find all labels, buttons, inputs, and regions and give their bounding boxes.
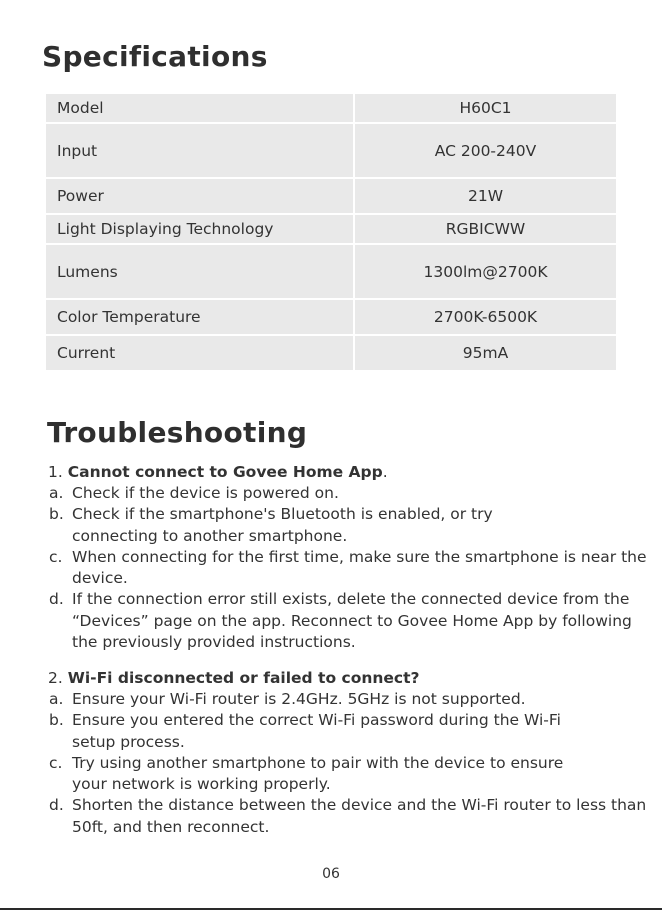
list-item <box>48 689 648 710</box>
item-text: Check if the device is powered on. <box>72 484 339 502</box>
spec-label-color-temperature: Color Temperature <box>45 299 354 335</box>
item-text: Ensure you entered the correct Wi-Fi password during the Wi-Fi setup process. <box>72 711 561 751</box>
specifications-heading: Specifications <box>42 40 268 73</box>
question-text: Wi-Fi disconnected or failed to connect? <box>67 669 420 687</box>
spec-label-model: Model <box>45 93 354 123</box>
list-item <box>48 795 648 838</box>
table-row <box>45 299 617 335</box>
question-end: . <box>382 463 388 481</box>
spec-label-input: Input <box>45 123 354 178</box>
spec-label-light-technology: Light Displaying Technology <box>45 214 354 244</box>
item-marker: c. <box>49 753 63 772</box>
spec-value-model: H60C1 <box>354 93 617 123</box>
question <box>48 462 648 483</box>
list-item <box>48 504 552 547</box>
item-marker: b. <box>49 505 64 524</box>
item-marker: b. <box>49 711 64 730</box>
table-row <box>45 244 617 299</box>
item-marker: d. <box>49 590 64 609</box>
spec-label-power: Power <box>45 178 354 214</box>
table-row <box>45 214 617 244</box>
table-row <box>45 178 617 214</box>
list-item <box>48 483 648 504</box>
question-number: 2. <box>48 669 63 687</box>
item-text: When connecting for the first time, make sure the smartphone is near the device. <box>72 547 647 588</box>
spec-value-power: 21W <box>354 178 617 214</box>
spec-value-color-temperature: 2700K-6500K <box>354 299 617 335</box>
item-marker: a. <box>49 690 64 708</box>
item-text: Shorten the distance between the device and the Wi-Fi router to less than 50ft, and then reconnect. <box>72 796 647 836</box>
item-text: Check if the smartphone's Bluetooth is enabled, or try connecting to another smartphone. <box>72 505 493 545</box>
question <box>48 668 648 689</box>
spec-value-light-technology: RGBICWW <box>354 214 617 244</box>
table-row <box>45 123 617 178</box>
spec-value-current: 95mA <box>354 335 617 371</box>
item-marker: c. <box>49 547 63 566</box>
page-number: 06 <box>322 866 340 882</box>
item-text: If the connection error still exists, delete the connected device from the “Devices” page on the app. Reconnect to Govee Home App by following the previously provided instructions. <box>72 590 632 652</box>
spec-value-lumens: 1300lm@2700K <box>354 244 617 299</box>
item-text: Try using another smartphone to pair with the device to ensure your network is working properly. <box>72 753 564 794</box>
table-row <box>45 93 617 123</box>
list-item <box>48 753 602 796</box>
item-marker: a. <box>49 484 64 502</box>
troubleshooting-section-1 <box>48 462 648 653</box>
question-number: 1. <box>48 463 63 481</box>
troubleshooting-section-2 <box>48 668 648 838</box>
item-text: Ensure your Wi-Fi router is 2.4GHz. 5GHz is not supported. <box>72 690 526 708</box>
spec-label-current: Current <box>45 335 354 371</box>
item-marker: d. <box>49 796 64 815</box>
spec-label-lumens: Lumens <box>45 244 354 299</box>
bottom-divider <box>0 908 662 910</box>
table-row <box>45 335 617 371</box>
troubleshooting-heading: Troubleshooting <box>47 416 308 449</box>
spec-value-input: AC 200-240V <box>354 123 617 178</box>
list-item <box>48 589 648 653</box>
question-text: Cannot connect to Govee Home App <box>67 463 383 481</box>
list-item <box>48 710 602 753</box>
list-item <box>48 547 648 590</box>
specifications-table <box>44 92 618 372</box>
